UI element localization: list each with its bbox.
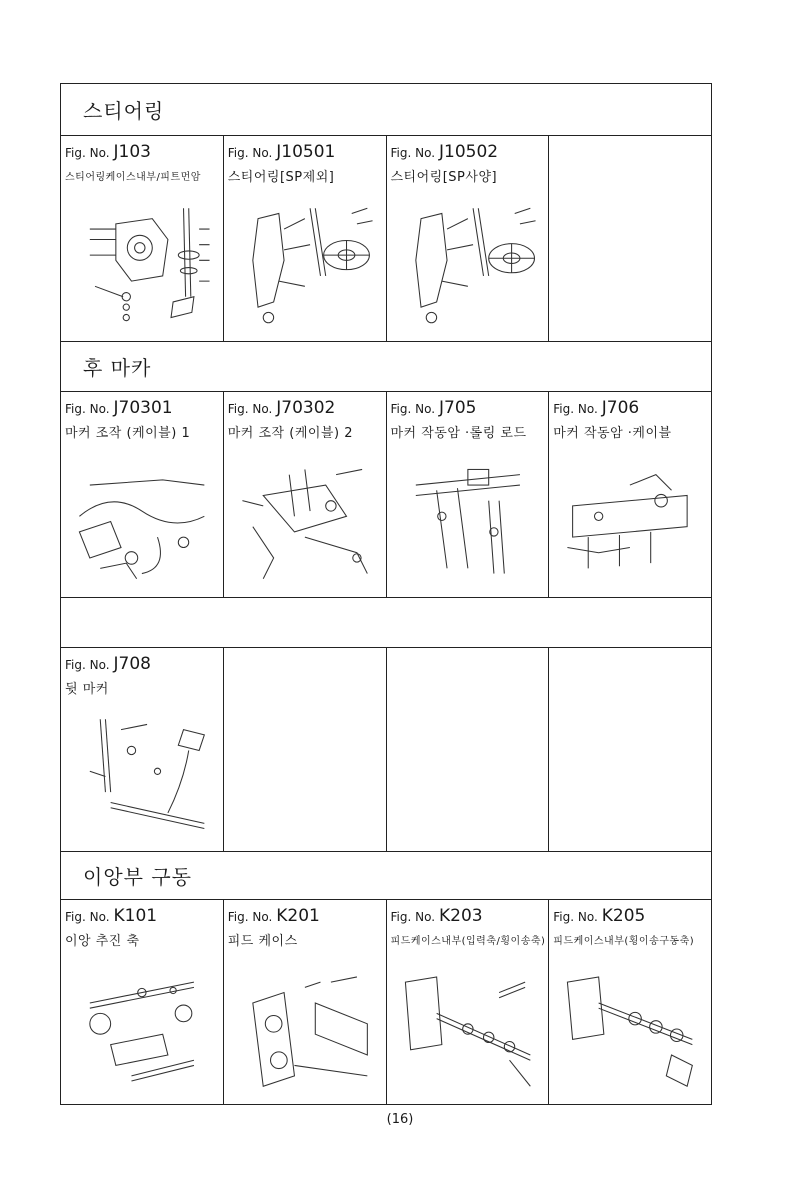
section-title: 이앙부 구동 [83, 865, 192, 889]
figure-cell-j705[interactable] [387, 392, 550, 597]
parts-diagram [69, 708, 215, 845]
marker-arm-rolling-rod-diagram [395, 452, 541, 591]
marker-cable-2-diagram [232, 452, 378, 591]
fig-number: Fig. No. K201 [227, 906, 320, 926]
fig-number: Fig. No. J10501 [227, 142, 336, 162]
fig-title: 스티어링[SP제외] [227, 170, 335, 185]
feed-case-input-shaft-diagram [395, 960, 541, 1098]
figure-cell-j706[interactable] [549, 392, 711, 597]
page-number: (16) [386, 1112, 414, 1127]
figure-cell-k101[interactable] [61, 900, 224, 1104]
figure-cell-k201[interactable] [224, 900, 387, 1104]
fig-number: Fig. No. J706 [553, 398, 640, 418]
fig-title: 마커 작동암 ·케이블 [553, 426, 672, 441]
steering-case-diagram [69, 196, 215, 335]
figure-cell-j70302[interactable] [224, 392, 387, 597]
fig-title: 스티어링[SP사양] [390, 170, 498, 185]
section-title: 스티어링 [83, 99, 165, 123]
fig-title: 마커 조작 (케이블) 1 [65, 426, 191, 441]
figure-cell-empty [549, 136, 711, 341]
fig-number: Fig. No. K101 [65, 906, 158, 926]
figure-cell-empty [549, 648, 711, 851]
fig-title: 뒷 마커 [65, 682, 109, 697]
marker-arm-cable-diagram [557, 452, 703, 591]
fig-number: Fig. No. J705 [390, 398, 477, 418]
fig-number: Fig. No. J70302 [227, 398, 336, 418]
parts-diagram [395, 960, 541, 1098]
fig-number: Fig. No. J10502 [390, 142, 499, 162]
figure-row [61, 900, 711, 1104]
figure-cell-j70301[interactable] [61, 392, 224, 597]
parts-diagram [232, 452, 378, 591]
fig-number: Fig. No. K203 [390, 906, 483, 926]
parts-diagram [69, 960, 215, 1098]
parts-diagram [232, 196, 378, 335]
fig-title: 피드케이스내부(입력축/횡이송축) [390, 936, 546, 947]
section-header-steering [61, 84, 711, 136]
figure-cell-j10501[interactable] [224, 136, 387, 341]
fig-number: Fig. No. J70301 [65, 398, 173, 418]
feed-case-diagram [232, 960, 378, 1098]
figure-cell-j10502[interactable] [387, 136, 550, 341]
parts-diagram [395, 452, 541, 591]
fig-title: 이앙 추진 축 [65, 934, 140, 949]
figure-cell-empty [387, 648, 550, 851]
blank-row [61, 598, 711, 648]
figure-row [61, 392, 711, 598]
marker-cable-1-diagram [69, 452, 215, 591]
figure-cell-j103[interactable] [61, 136, 224, 341]
feed-case-transverse-drive-diagram [557, 960, 703, 1098]
fig-title: 스티어링케이스내부/피트먼암 [65, 172, 201, 183]
steering-diagram [232, 196, 378, 335]
parts-diagram [557, 960, 703, 1098]
figure-cell-empty [224, 648, 387, 851]
section-header-rear-marker [61, 342, 711, 392]
catalog-page [60, 83, 712, 1105]
fig-title: 마커 작동암 ·롤링 로드 [390, 426, 527, 441]
fig-title: 피드케이스내부(횡이송구동축) [553, 936, 695, 947]
parts-diagram [232, 960, 378, 1098]
planting-drive-shaft-diagram [69, 960, 215, 1098]
parts-diagram [69, 196, 215, 335]
fig-number: Fig. No. J103 [65, 142, 151, 162]
section-title: 후 마카 [83, 356, 152, 380]
parts-diagram [395, 196, 541, 335]
parts-diagram [69, 452, 215, 591]
figure-cell-k203[interactable] [387, 900, 550, 1104]
figure-cell-j708[interactable] [61, 648, 224, 851]
figure-row [61, 136, 711, 342]
rear-marker-diagram [69, 708, 215, 845]
figure-row [61, 648, 711, 852]
fig-number: Fig. No. J708 [65, 654, 151, 674]
fig-number: Fig. No. K205 [553, 906, 646, 926]
parts-diagram [557, 452, 703, 591]
figure-cell-k205[interactable] [549, 900, 711, 1104]
fig-title: 피드 케이스 [227, 934, 298, 949]
steering-sp-diagram [395, 196, 541, 335]
fig-title: 마커 조작 (케이블) 2 [227, 426, 353, 441]
section-header-planting-drive [61, 852, 711, 900]
